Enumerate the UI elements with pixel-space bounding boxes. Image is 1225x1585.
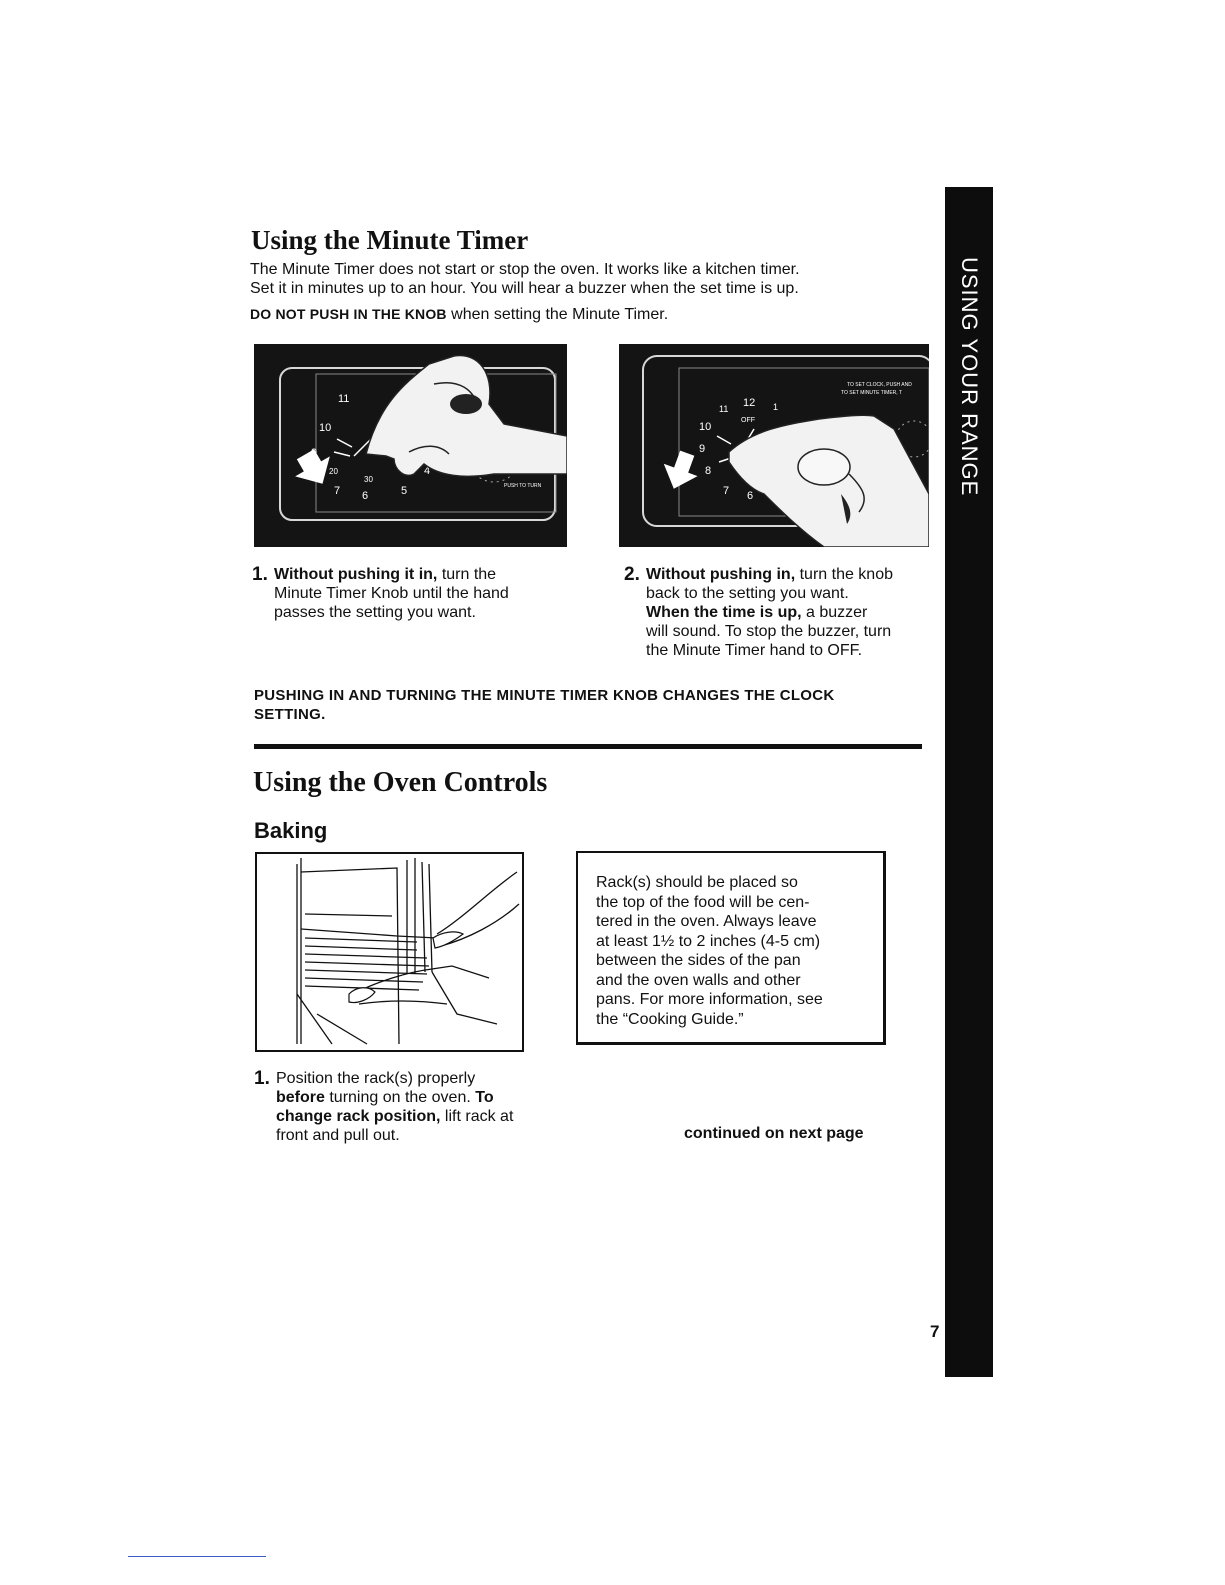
timer-photo-right bbox=[619, 344, 929, 547]
dial-left-7: 7 bbox=[334, 485, 341, 497]
continued-next-page: continued on next page bbox=[684, 1125, 864, 1142]
dial-left-4: 4 bbox=[424, 465, 431, 477]
timer-step-2-bold: Without pushing in, bbox=[646, 566, 796, 583]
dial-left-push: PUSH TO TURN bbox=[504, 483, 542, 489]
baking-step-1-line4: front and pull out. bbox=[276, 1127, 400, 1144]
timer-warning bbox=[254, 686, 914, 724]
timer-step-2-number: 2. bbox=[624, 564, 640, 585]
note-line: tered in the oven. Always leave bbox=[596, 913, 817, 930]
timer-step-1-line1: turn the bbox=[437, 566, 497, 583]
timer-step-2-line3: a buzzer bbox=[801, 604, 868, 621]
baking-step-1-number: 1. bbox=[254, 1068, 270, 1089]
dial-left-5: 5 bbox=[401, 485, 408, 497]
timer-warning-line2: SETTING. bbox=[254, 706, 326, 723]
timer-step-2-line2: back to the setting you want. bbox=[646, 585, 849, 602]
note-line: the top of the food will be cen- bbox=[596, 893, 810, 911]
dial-right-off: OFF bbox=[741, 417, 755, 424]
minute-timer-caution bbox=[250, 305, 668, 324]
minute-timer-intro bbox=[250, 260, 930, 298]
page-number: 7 bbox=[930, 1322, 940, 1341]
timer-step-2-line4: will sound. To stop the buzzer, turn bbox=[646, 623, 892, 640]
baking-step-1-line1: Position the rack(s) properly bbox=[276, 1070, 476, 1087]
dial-right-clock-text: TO SET CLOCK, PUSH AND bbox=[847, 382, 912, 388]
note-line: the “Cooking Guide.” bbox=[596, 1010, 744, 1028]
timer-step-1 bbox=[252, 564, 572, 644]
rack-placement-note bbox=[576, 851, 886, 1045]
baking-step-1-line2: turning on the oven. bbox=[324, 1089, 476, 1106]
oven-rack-illustration bbox=[255, 852, 524, 1052]
dial-left-10: 10 bbox=[319, 422, 332, 434]
timer-step-1-number: 1. bbox=[252, 564, 268, 585]
dial-left-30: 30 bbox=[364, 475, 373, 484]
dial-right-9: 9 bbox=[699, 443, 706, 455]
timer-photo-left bbox=[254, 344, 567, 547]
oven-controls-heading: Using the Oven Controls bbox=[253, 767, 548, 798]
timer-step-2-line5: the Minute Timer hand to OFF. bbox=[646, 642, 863, 659]
timer-step-1-line2: Minute Timer Knob until the hand bbox=[274, 585, 509, 602]
note-line: at least 1½ to 2 inches (4-5 cm) bbox=[596, 932, 821, 950]
timer-step-2 bbox=[624, 564, 934, 674]
section-divider bbox=[254, 744, 922, 749]
note-line: pans. For more information, see bbox=[596, 991, 823, 1008]
dial-right-10: 10 bbox=[699, 421, 712, 433]
timer-step-1-bold: Without pushing it in, bbox=[274, 566, 438, 583]
dial-right-6: 6 bbox=[747, 490, 754, 502]
timer-warning-line1: PUSHING IN AND TURNING THE MINUTE TIMER KNOB CHANGES THE CLOCK bbox=[254, 687, 835, 704]
baking-step-1 bbox=[254, 1068, 574, 1158]
caution-rest: when setting the Minute Timer. bbox=[446, 306, 669, 323]
intro-line-1: The Minute Timer does not start or stop the oven. It works like a kitchen timer. bbox=[250, 261, 800, 278]
intro-line-2: Set it in minutes up to an hour. You will hear a buzzer when the set time is up. bbox=[250, 280, 799, 297]
footer-link-underline bbox=[128, 1556, 266, 1557]
dial-right-12: 12 bbox=[743, 397, 756, 409]
dial-right-timer-text: TO SET MINUTE TIMER, T bbox=[841, 390, 903, 396]
baking-step-1-line3: lift rack at bbox=[440, 1108, 514, 1125]
side-tab bbox=[945, 187, 993, 1377]
note-line: Rack(s) should be placed so bbox=[596, 874, 798, 891]
note-line: between the sides of the pan bbox=[596, 952, 801, 969]
rack-placement-note-text bbox=[596, 873, 866, 1029]
dial-right-7: 7 bbox=[723, 485, 730, 497]
dial-left-11: 11 bbox=[338, 393, 350, 405]
dial-right-1: 1 bbox=[773, 402, 779, 412]
side-tab-label: USING YOUR RANGE bbox=[957, 257, 982, 497]
baking-step-1-bold2a: To bbox=[475, 1089, 494, 1106]
baking-step-1-bold1: before bbox=[276, 1089, 325, 1106]
dial-left-20: 20 bbox=[329, 467, 338, 476]
baking-step-1-bold2b: change rack position, bbox=[276, 1108, 441, 1125]
dial-right-8: 8 bbox=[705, 465, 712, 477]
dial-right-11: 11 bbox=[719, 404, 729, 414]
timer-step-2-bold2: When the time is up, bbox=[646, 604, 802, 621]
caution-bold: DO NOT PUSH IN THE KNOB bbox=[250, 306, 447, 322]
note-line: and the oven walls and other bbox=[596, 971, 801, 989]
baking-subheading: Baking bbox=[254, 818, 328, 843]
minute-timer-heading: Using the Minute Timer bbox=[251, 225, 529, 255]
dial-left-6: 6 bbox=[362, 490, 369, 502]
timer-step-2-line1: turn the knob bbox=[795, 566, 893, 583]
timer-step-1-line3: passes the setting you want. bbox=[274, 604, 476, 621]
